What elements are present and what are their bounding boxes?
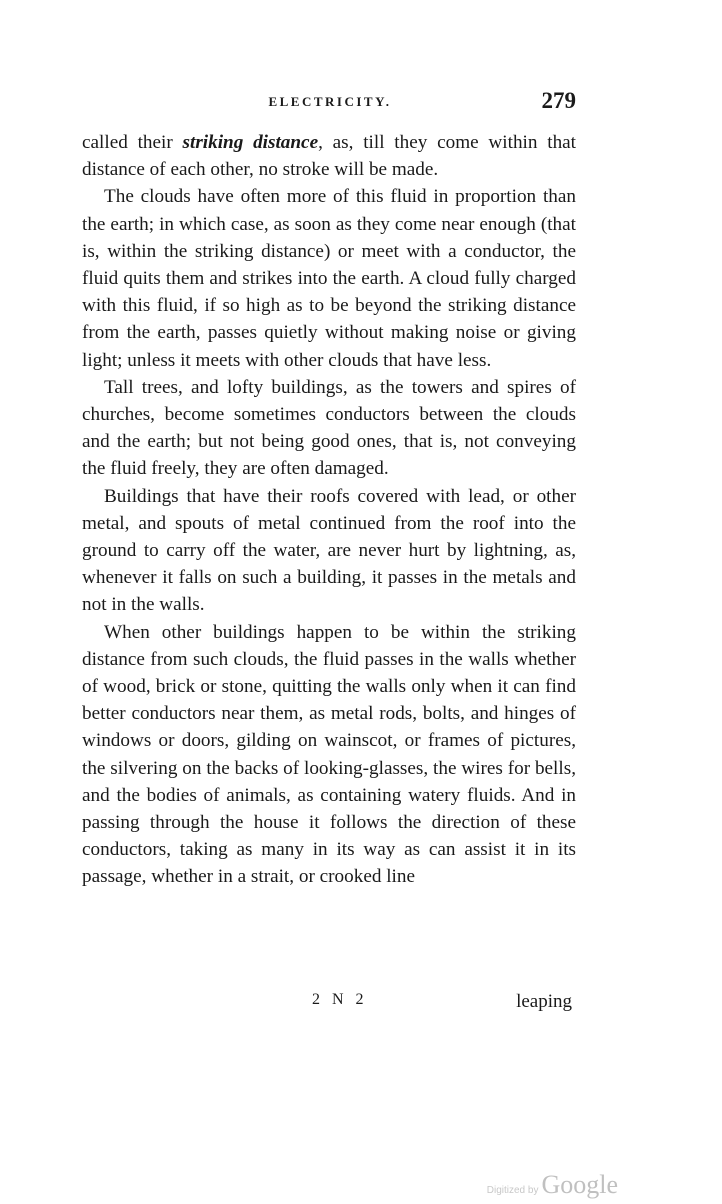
paragraph bbox=[82, 374, 576, 483]
watermark-brand: Google bbox=[541, 1170, 618, 1199]
running-title: ELECTRICITY. bbox=[268, 94, 392, 109]
watermark-prefix: Digitized by bbox=[486, 1185, 539, 1196]
text-run: Buildings that have their roofs covered with lead, or other metal, and spouts of metal continued from the roof into the ground to carry off the water, are never hurt by lightning, as, whenever it falls on such a building, it passes in the metals and not in the walls. bbox=[82, 485, 576, 616]
page-number: 279 bbox=[541, 88, 576, 113]
digitized-watermark bbox=[487, 1170, 618, 1200]
running-head bbox=[82, 88, 578, 118]
text-run: called their bbox=[82, 132, 183, 153]
catchline bbox=[82, 991, 576, 1021]
paragraph bbox=[82, 129, 576, 183]
signature-mark: 2 N 2 bbox=[312, 991, 368, 1008]
paragraph bbox=[82, 183, 576, 373]
catchword: leaping bbox=[516, 991, 572, 1012]
text-run: , as, till they come within that distance of each other, no stroke will be made. bbox=[82, 132, 577, 181]
text-run: Tall trees, and lofty buildings, as the towers and spires of churches, become sometimes conductors between the clouds and the earth; but not being good ones, that is, not conveying the fluid freely, they are often damaged. bbox=[82, 376, 576, 480]
body-text bbox=[82, 129, 576, 891]
italic-run: striking distance bbox=[182, 132, 319, 153]
paragraph bbox=[82, 619, 576, 891]
text-run: When other buildings happen to be within the striking distance from such clouds, the fluid passes in the walls whether of wood, brick or stone, quitting the walls only when it can find better conductors near them, as metal rods, bolts, and hinges of windows or doors, gilding on wainscot, or frames of pictures, the silvering on the backs of looking-glasses, the wires for bells, and the bodies of animals, as containing watery fluids. And in passing through the house it follows the direction of these conductors, taking as many in its way as can assist it in its passage, whether in a strait, or crooked line bbox=[82, 621, 576, 888]
text-run: The clouds have often more of this fluid in proportion than the earth; in which case, as soon as they come near enough (that is, within the striking distance) or meet with a conductor, the fluid quits them and strikes into the earth. A cloud fully charged with this fluid, if so high as to be beyond the striking distance from the earth, passes quietly without making noise or giving light; unless it meets with other clouds that have less. bbox=[82, 186, 576, 371]
paragraph bbox=[82, 483, 576, 619]
